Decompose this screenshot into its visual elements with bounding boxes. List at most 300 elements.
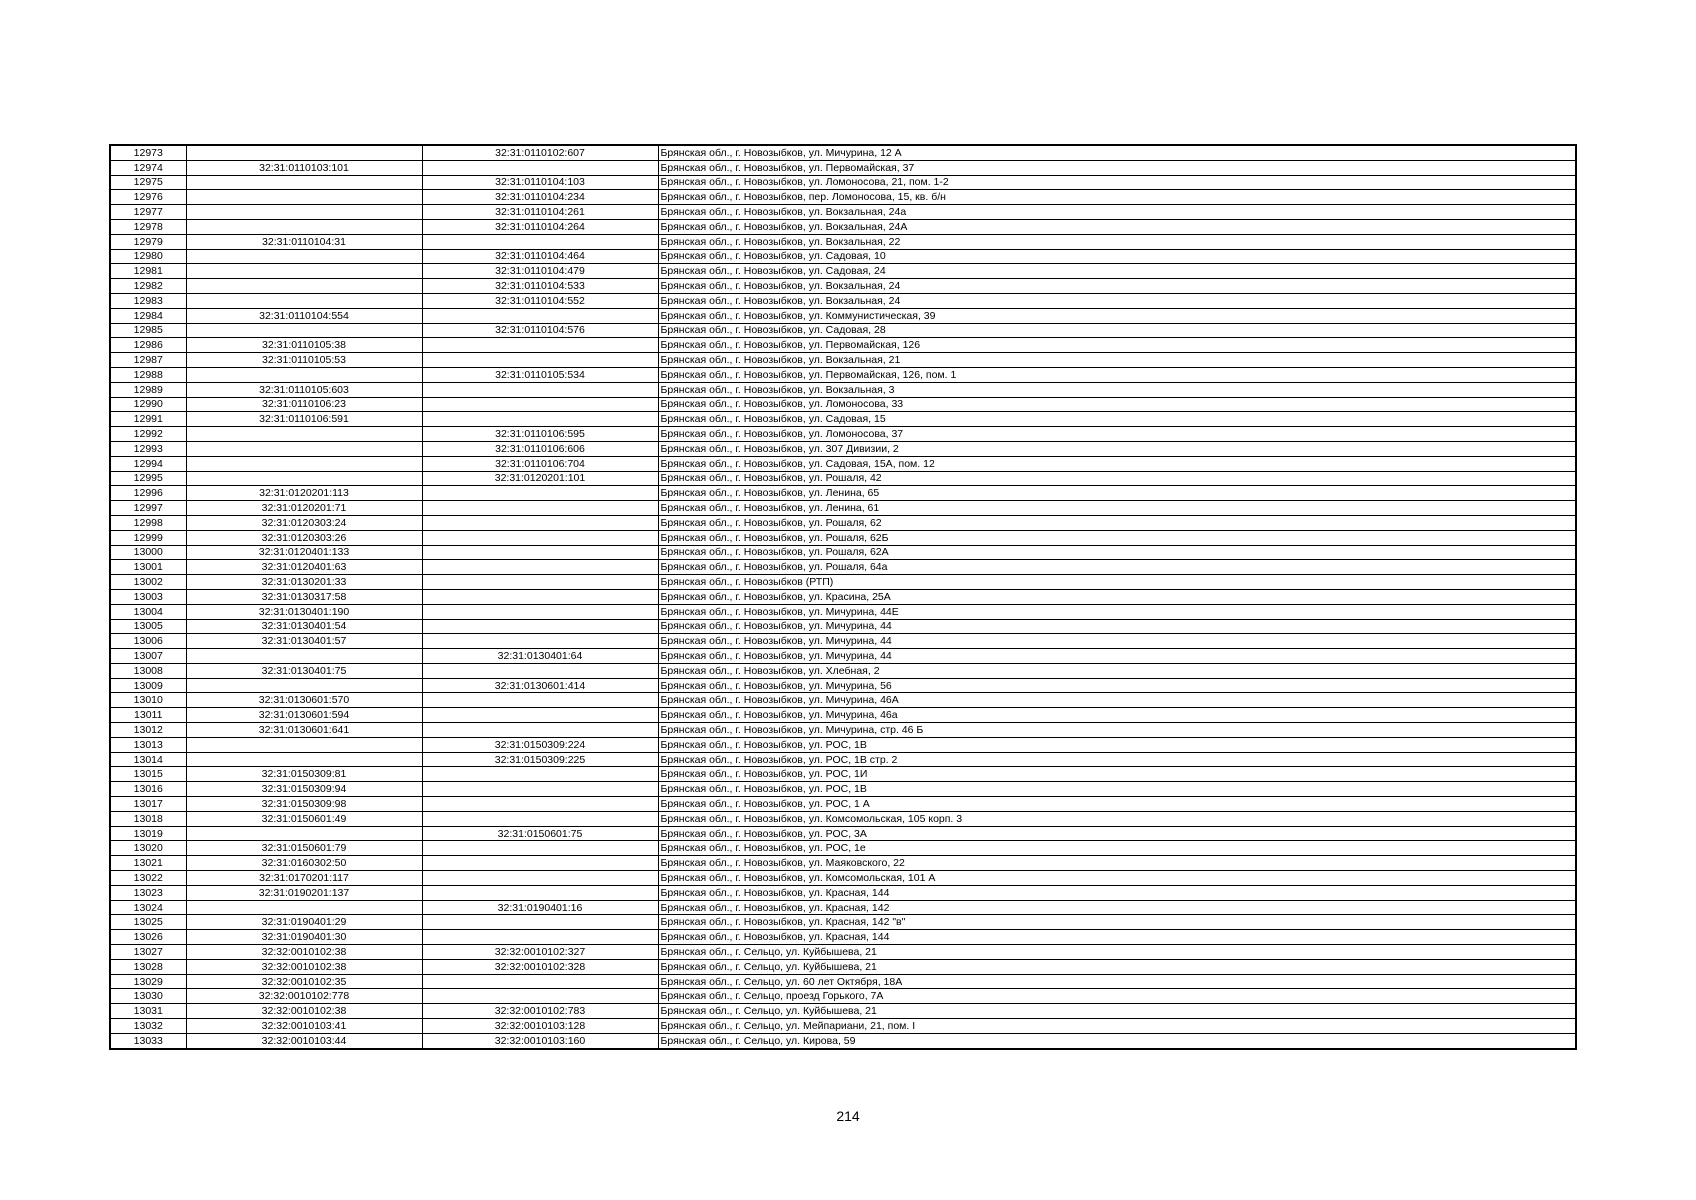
row-number-cell: 12987: [110, 353, 186, 368]
row-number-cell: 12998: [110, 515, 186, 530]
address-cell: Брянская обл., г. Новозыбков, ул. Вокзальная, 24: [658, 293, 1576, 308]
cadastral-number-cell: 32:31:0130401:57: [186, 634, 422, 649]
address-cell: Брянская обл., г. Новозыбков, ул. Первомайская, 126, пом. 1: [658, 367, 1576, 382]
table-row: [110, 871, 1576, 886]
row-number-cell: 12973: [110, 145, 186, 160]
row-number-cell: 13007: [110, 649, 186, 664]
row-number-cell: 13023: [110, 885, 186, 900]
cadastral-number-cell: [186, 190, 422, 205]
cadastral-number-cell: 32:31:0120303:26: [186, 530, 422, 545]
address-cell: Брянская обл., г. Новозыбков, ул. 307 Дивизии, 2: [658, 441, 1576, 456]
table-row: [110, 205, 1576, 220]
premises-cadastral-cell: 32:31:0130601:414: [422, 678, 658, 693]
table-row: [110, 249, 1576, 264]
cadastral-number-cell: 32:31:0120401:63: [186, 560, 422, 575]
cadastral-number-cell: 32:31:0150309:98: [186, 797, 422, 812]
table-row: [110, 752, 1576, 767]
address-cell: Брянская обл., г. Новозыбков, ул. Вокзальная, 21: [658, 353, 1576, 368]
cadastral-number-cell: 32:31:0150309:94: [186, 782, 422, 797]
cadastral-number-cell: 32:31:0150601:49: [186, 811, 422, 826]
premises-cadastral-cell: [422, 663, 658, 678]
cadastral-number-cell: 32:31:0110103:101: [186, 160, 422, 175]
address-cell: Брянская обл., г. Новозыбков, ул. РОС, 3А: [658, 826, 1576, 841]
premises-cadastral-cell: 32:31:0110104:261: [422, 205, 658, 220]
row-number-cell: 12975: [110, 175, 186, 190]
cadastral-number-cell: [186, 175, 422, 190]
cadastral-number-cell: 32:32:0010102:38: [186, 959, 422, 974]
table-row: [110, 782, 1576, 797]
address-cell: Брянская обл., г. Новозыбков, ул. Мичурина, 44Е: [658, 604, 1576, 619]
premises-cadastral-cell: 32:32:0010103:128: [422, 1019, 658, 1034]
row-number-cell: 13024: [110, 900, 186, 915]
address-cell: Брянская обл., г. Новозыбков, ул. Вокзальная, 22: [658, 234, 1576, 249]
page-number: 214: [836, 1108, 860, 1124]
address-cell: Брянская обл., г. Новозыбков, ул. Мичурина, 44: [658, 619, 1576, 634]
cadastral-number-cell: 32:31:0110104:554: [186, 308, 422, 323]
premises-cadastral-cell: [422, 767, 658, 782]
table-row: [110, 382, 1576, 397]
cadastral-number-cell: 32:31:0130401:190: [186, 604, 422, 619]
premises-cadastral-cell: [422, 693, 658, 708]
row-number-cell: 13027: [110, 945, 186, 960]
table-row: [110, 427, 1576, 442]
row-number-cell: 13022: [110, 871, 186, 886]
premises-cadastral-cell: [422, 160, 658, 175]
premises-cadastral-cell: [422, 515, 658, 530]
premises-cadastral-cell: 32:31:0110104:533: [422, 279, 658, 294]
address-cell: Брянская обл., г. Новозыбков, ул. Комсомольская, 105 корп. 3: [658, 811, 1576, 826]
row-number-cell: 12985: [110, 323, 186, 338]
cadastral-number-cell: [186, 279, 422, 294]
table-row: [110, 515, 1576, 530]
row-number-cell: 13005: [110, 619, 186, 634]
table-row: [110, 959, 1576, 974]
table-row: [110, 145, 1576, 160]
table-row: [110, 678, 1576, 693]
table-row: [110, 811, 1576, 826]
cadastral-number-cell: 32:32:0010103:44: [186, 1033, 422, 1048]
table-row: [110, 826, 1576, 841]
row-number-cell: 13002: [110, 575, 186, 590]
premises-cadastral-cell: 32:31:0190401:16: [422, 900, 658, 915]
address-cell: Брянская обл., г. Новозыбков, ул. Первомайская, 37: [658, 160, 1576, 175]
address-cell: Брянская обл., г. Новозыбков, ул. Мичурина, 44: [658, 634, 1576, 649]
row-number-cell: 13006: [110, 634, 186, 649]
premises-cadastral-cell: [422, 234, 658, 249]
table-row: [110, 234, 1576, 249]
table-row: [110, 723, 1576, 738]
address-cell: Брянская обл., г. Новозыбков, ул. Красная, 142 "в": [658, 915, 1576, 930]
row-number-cell: 12981: [110, 264, 186, 279]
address-cell: Брянская обл., г. Новозыбков, ул. Маяковского, 22: [658, 856, 1576, 871]
address-cell: Брянская обл., г. Новозыбков, ул. Ломоносова, 33: [658, 397, 1576, 412]
cadastral-number-cell: 32:32:0010103:41: [186, 1019, 422, 1034]
table-row: [110, 338, 1576, 353]
premises-cadastral-cell: [422, 871, 658, 886]
table-row: [110, 190, 1576, 205]
table-row: [110, 930, 1576, 945]
premises-cadastral-cell: [422, 634, 658, 649]
address-cell: Брянская обл., г. Новозыбков, ул. Ленина, 61: [658, 501, 1576, 516]
address-cell: Брянская обл., г. Новозыбков (РТП): [658, 575, 1576, 590]
property-register-table: [109, 144, 1577, 1050]
premises-cadastral-cell: 32:31:0110106:704: [422, 456, 658, 471]
row-number-cell: 12989: [110, 382, 186, 397]
table-row: [110, 856, 1576, 871]
address-cell: Брянская обл., г. Сельцо, ул. 60 лет Октября, 18А: [658, 974, 1576, 989]
table-row: [110, 501, 1576, 516]
premises-cadastral-cell: [422, 412, 658, 427]
cadastral-number-cell: [186, 649, 422, 664]
cadastral-number-cell: 32:31:0130401:75: [186, 663, 422, 678]
cadastral-number-cell: [186, 471, 422, 486]
cadastral-number-cell: 32:31:0120201:71: [186, 501, 422, 516]
premises-cadastral-cell: [422, 382, 658, 397]
cadastral-number-cell: [186, 737, 422, 752]
row-number-cell: 13003: [110, 589, 186, 604]
row-number-cell: 13004: [110, 604, 186, 619]
address-cell: Брянская обл., г. Новозыбков, ул. Мичурина, 46а: [658, 708, 1576, 723]
address-cell: Брянская обл., г. Новозыбков, ул. Садовая, 15: [658, 412, 1576, 427]
premises-cadastral-cell: 32:32:0010103:160: [422, 1033, 658, 1048]
address-cell: Брянская обл., г. Сельцо, ул. Кирова, 59: [658, 1033, 1576, 1048]
address-cell: Брянская обл., г. Новозыбков, ул. Красная, 144: [658, 930, 1576, 945]
table-row: [110, 841, 1576, 856]
premises-cadastral-cell: [422, 930, 658, 945]
premises-cadastral-cell: 32:31:0110104:264: [422, 219, 658, 234]
table-row: [110, 604, 1576, 619]
cadastral-number-cell: [186, 678, 422, 693]
cadastral-number-cell: 32:31:0110105:603: [186, 382, 422, 397]
cadastral-number-cell: [186, 456, 422, 471]
row-number-cell: 12982: [110, 279, 186, 294]
address-cell: Брянская обл., г. Новозыбков, ул. Рошаля, 62: [658, 515, 1576, 530]
cadastral-number-cell: 32:32:0010102:38: [186, 945, 422, 960]
premises-cadastral-cell: 32:31:0110104:103: [422, 175, 658, 190]
premises-cadastral-cell: 32:31:0110106:595: [422, 427, 658, 442]
row-number-cell: 13015: [110, 767, 186, 782]
address-cell: Брянская обл., г. Новозыбков, ул. Вокзальная, 24: [658, 279, 1576, 294]
row-number-cell: 12980: [110, 249, 186, 264]
row-number-cell: 13031: [110, 1004, 186, 1019]
premises-cadastral-cell: [422, 397, 658, 412]
table-row: [110, 1004, 1576, 1019]
row-number-cell: 12993: [110, 441, 186, 456]
row-number-cell: 12978: [110, 219, 186, 234]
premises-cadastral-cell: [422, 560, 658, 575]
premises-cadastral-cell: [422, 989, 658, 1004]
premises-cadastral-cell: [422, 589, 658, 604]
premises-cadastral-cell: 32:32:0010102:783: [422, 1004, 658, 1019]
address-cell: Брянская обл., г. Новозыбков, ул. Мичурина, 12 А: [658, 145, 1576, 160]
premises-cadastral-cell: [422, 353, 658, 368]
premises-cadastral-cell: [422, 811, 658, 826]
table-row: [110, 293, 1576, 308]
row-number-cell: 13018: [110, 811, 186, 826]
table-row: [110, 397, 1576, 412]
cadastral-number-cell: 32:31:0110106:591: [186, 412, 422, 427]
cadastral-number-cell: [186, 293, 422, 308]
premises-cadastral-cell: 32:31:0150309:225: [422, 752, 658, 767]
address-cell: Брянская обл., г. Новозыбков, ул. Комсомольская, 101 А: [658, 871, 1576, 886]
premises-cadastral-cell: [422, 619, 658, 634]
address-cell: Брянская обл., г. Новозыбков, ул. Хлебная, 2: [658, 663, 1576, 678]
address-cell: Брянская обл., г. Новозыбков, ул. РОС, 1В: [658, 782, 1576, 797]
table-row: [110, 160, 1576, 175]
premises-cadastral-cell: [422, 841, 658, 856]
address-cell: Брянская обл., г. Новозыбков, ул. Красина, 25А: [658, 589, 1576, 604]
row-number-cell: 13017: [110, 797, 186, 812]
cadastral-number-cell: [186, 752, 422, 767]
premises-cadastral-cell: 32:31:0130401:64: [422, 649, 658, 664]
address-cell: Брянская обл., г. Новозыбков, ул. Красная, 142: [658, 900, 1576, 915]
cadastral-number-cell: 32:32:0010102:38: [186, 1004, 422, 1019]
premises-cadastral-cell: [422, 486, 658, 501]
row-number-cell: 12997: [110, 501, 186, 516]
address-cell: Брянская обл., г. Новозыбков, ул. Садовая, 28: [658, 323, 1576, 338]
cadastral-number-cell: 32:31:0160302:50: [186, 856, 422, 871]
premises-cadastral-cell: 32:31:0120201:101: [422, 471, 658, 486]
premises-cadastral-cell: [422, 797, 658, 812]
address-cell: Брянская обл., г. Новозыбков, ул. Коммунистическая, 39: [658, 308, 1576, 323]
table-row: [110, 989, 1576, 1004]
cadastral-number-cell: 32:31:0120303:24: [186, 515, 422, 530]
row-number-cell: 13025: [110, 915, 186, 930]
premises-cadastral-cell: 32:31:0110106:606: [422, 441, 658, 456]
premises-cadastral-cell: 32:31:0110104:576: [422, 323, 658, 338]
row-number-cell: 12988: [110, 367, 186, 382]
register-table-body: [110, 145, 1576, 1049]
table-row: [110, 1019, 1576, 1034]
address-cell: Брянская обл., г. Сельцо, ул. Куйбышева, 21: [658, 959, 1576, 974]
premises-cadastral-cell: [422, 545, 658, 560]
address-cell: Брянская обл., г. Новозыбков, ул. РОС, 1В стр. 2: [658, 752, 1576, 767]
row-number-cell: 13000: [110, 545, 186, 560]
row-number-cell: 12979: [110, 234, 186, 249]
cadastral-number-cell: 32:31:0130601:641: [186, 723, 422, 738]
table-row: [110, 175, 1576, 190]
cadastral-number-cell: [186, 219, 422, 234]
address-cell: Брянская обл., г. Новозыбков, ул. Вокзальная, 24а: [658, 205, 1576, 220]
cadastral-number-cell: [186, 826, 422, 841]
address-cell: Брянская обл., г. Новозыбков, ул. Вокзальная, 24А: [658, 219, 1576, 234]
address-cell: Брянская обл., г. Новозыбков, ул. Первомайская, 126: [658, 338, 1576, 353]
cadastral-number-cell: 32:31:0150601:79: [186, 841, 422, 856]
row-number-cell: 12995: [110, 471, 186, 486]
premises-cadastral-cell: [422, 974, 658, 989]
table-row: [110, 767, 1576, 782]
cadastral-number-cell: 32:31:0190401:29: [186, 915, 422, 930]
premises-cadastral-cell: 32:31:0110102:607: [422, 145, 658, 160]
row-number-cell: 13026: [110, 930, 186, 945]
row-number-cell: 13028: [110, 959, 186, 974]
address-cell: Брянская обл., г. Новозыбков, ул. Ломоносова, 21, пом. 1-2: [658, 175, 1576, 190]
address-cell: Брянская обл., г. Новозыбков, ул. Садовая, 10: [658, 249, 1576, 264]
cadastral-number-cell: 32:31:0190401:30: [186, 930, 422, 945]
table-row: [110, 530, 1576, 545]
row-number-cell: 13016: [110, 782, 186, 797]
row-number-cell: 13001: [110, 560, 186, 575]
row-number-cell: 12974: [110, 160, 186, 175]
row-number-cell: 13032: [110, 1019, 186, 1034]
premises-cadastral-cell: [422, 782, 658, 797]
row-number-cell: 13033: [110, 1033, 186, 1048]
row-number-cell: 12990: [110, 397, 186, 412]
address-cell: Брянская обл., г. Новозыбков, ул. Садовая, 15А, пом. 12: [658, 456, 1576, 471]
row-number-cell: 12992: [110, 427, 186, 442]
premises-cadastral-cell: 32:32:0010102:327: [422, 945, 658, 960]
table-row: [110, 353, 1576, 368]
address-cell: Брянская обл., г. Новозыбков, ул. Мичурина, 44: [658, 649, 1576, 664]
premises-cadastral-cell: 32:31:0110104:464: [422, 249, 658, 264]
table-row: [110, 560, 1576, 575]
row-number-cell: 12976: [110, 190, 186, 205]
table-row: [110, 456, 1576, 471]
cadastral-number-cell: [186, 264, 422, 279]
row-number-cell: 12994: [110, 456, 186, 471]
row-number-cell: 13019: [110, 826, 186, 841]
table-row: [110, 693, 1576, 708]
table-row: [110, 589, 1576, 604]
cadastral-number-cell: [186, 441, 422, 456]
cadastral-number-cell: 32:31:0110105:38: [186, 338, 422, 353]
row-number-cell: 12977: [110, 205, 186, 220]
address-cell: Брянская обл., г. Новозыбков, ул. Мичурина, 46А: [658, 693, 1576, 708]
address-cell: Брянская обл., г. Новозыбков, ул. Рошаля, 62А: [658, 545, 1576, 560]
table-row: [110, 219, 1576, 234]
premises-cadastral-cell: 32:31:0110104:552: [422, 293, 658, 308]
cadastral-number-cell: [186, 145, 422, 160]
premises-cadastral-cell: [422, 723, 658, 738]
address-cell: Брянская обл., г. Новозыбков, ул. Рошаля, 42: [658, 471, 1576, 486]
table-row: [110, 279, 1576, 294]
address-cell: Брянская обл., г. Новозыбков, ул. РОС, 1 А: [658, 797, 1576, 812]
row-number-cell: 13008: [110, 663, 186, 678]
address-cell: Брянская обл., г. Новозыбков, ул. Мичурина, стр. 46 Б: [658, 723, 1576, 738]
table-row: [110, 545, 1576, 560]
cadastral-number-cell: 32:32:0010102:778: [186, 989, 422, 1004]
premises-cadastral-cell: [422, 604, 658, 619]
premises-cadastral-cell: [422, 915, 658, 930]
cadastral-number-cell: 32:31:0130317:58: [186, 589, 422, 604]
row-number-cell: 13030: [110, 989, 186, 1004]
premises-cadastral-cell: [422, 856, 658, 871]
table-row: [110, 367, 1576, 382]
cadastral-number-cell: [186, 205, 422, 220]
row-number-cell: 13013: [110, 737, 186, 752]
address-cell: Брянская обл., г. Новозыбков, ул. Рошаля, 64а: [658, 560, 1576, 575]
premises-cadastral-cell: [422, 708, 658, 723]
premises-cadastral-cell: 32:31:0150601:75: [422, 826, 658, 841]
row-number-cell: 13011: [110, 708, 186, 723]
address-cell: Брянская обл., г. Сельцо, ул. Куйбышева, 21: [658, 1004, 1576, 1019]
table-row: [110, 264, 1576, 279]
row-number-cell: 13009: [110, 678, 186, 693]
table-row: [110, 308, 1576, 323]
table-row: [110, 915, 1576, 930]
table-row: [110, 634, 1576, 649]
address-cell: Брянская обл., г. Новозыбков, ул. Ленина, 65: [658, 486, 1576, 501]
table-row: [110, 575, 1576, 590]
premises-cadastral-cell: 32:31:0110104:479: [422, 264, 658, 279]
premises-cadastral-cell: 32:31:0110105:534: [422, 367, 658, 382]
address-cell: Брянская обл., г. Новозыбков, ул. Вокзальная, 3: [658, 382, 1576, 397]
cadastral-number-cell: [186, 900, 422, 915]
row-number-cell: 13010: [110, 693, 186, 708]
address-cell: Брянская обл., г. Новозыбков, ул. Красная, 144: [658, 885, 1576, 900]
table-row: [110, 323, 1576, 338]
cadastral-number-cell: [186, 427, 422, 442]
table-row: [110, 486, 1576, 501]
cadastral-number-cell: [186, 367, 422, 382]
cadastral-number-cell: [186, 249, 422, 264]
premises-cadastral-cell: [422, 338, 658, 353]
cadastral-number-cell: 32:31:0110105:53: [186, 353, 422, 368]
table-row: [110, 441, 1576, 456]
cadastral-number-cell: [186, 323, 422, 338]
premises-cadastral-cell: [422, 885, 658, 900]
address-cell: Брянская обл., г. Новозыбков, ул. РОС, 1е: [658, 841, 1576, 856]
cadastral-number-cell: 32:31:0130201:33: [186, 575, 422, 590]
address-cell: Брянская обл., г. Новозыбков, ул. РОС, 1В: [658, 737, 1576, 752]
table-row: [110, 885, 1576, 900]
premises-cadastral-cell: 32:31:0110104:234: [422, 190, 658, 205]
table-row: [110, 974, 1576, 989]
cadastral-number-cell: 32:31:0170201:117: [186, 871, 422, 886]
row-number-cell: 13012: [110, 723, 186, 738]
cadastral-number-cell: 32:31:0130401:54: [186, 619, 422, 634]
address-cell: Брянская обл., г. Новозыбков, ул. Мичурина, 56: [658, 678, 1576, 693]
table-row: [110, 900, 1576, 915]
cadastral-number-cell: 32:31:0120201:113: [186, 486, 422, 501]
address-cell: Брянская обл., г. Новозыбков, ул. Ломоносова, 37: [658, 427, 1576, 442]
address-cell: Брянская обл., г. Сельцо, ул. Мейпариани, 21, пом. I: [658, 1019, 1576, 1034]
table-row: [110, 663, 1576, 678]
table-row: [110, 737, 1576, 752]
cadastral-number-cell: 32:32:0010102:35: [186, 974, 422, 989]
address-cell: Брянская обл., г. Новозыбков, ул. Садовая, 24: [658, 264, 1576, 279]
table-row: [110, 619, 1576, 634]
address-cell: Брянская обл., г. Сельцо, ул. Куйбышева, 21: [658, 945, 1576, 960]
row-number-cell: 12983: [110, 293, 186, 308]
premises-cadastral-cell: [422, 575, 658, 590]
table-row: [110, 412, 1576, 427]
table-row: [110, 649, 1576, 664]
cadastral-number-cell: 32:31:0110104:31: [186, 234, 422, 249]
premises-cadastral-cell: [422, 308, 658, 323]
address-cell: Брянская обл., г. Новозыбков, ул. Рошаля, 62Б: [658, 530, 1576, 545]
address-cell: Брянская обл., г. Сельцо, проезд Горького, 7А: [658, 989, 1576, 1004]
cadastral-number-cell: 32:31:0190201:137: [186, 885, 422, 900]
row-number-cell: 12999: [110, 530, 186, 545]
row-number-cell: 13029: [110, 974, 186, 989]
row-number-cell: 13021: [110, 856, 186, 871]
table-row: [110, 797, 1576, 812]
address-cell: Брянская обл., г. Новозыбков, пер. Ломоносова, 15, кв. б/н: [658, 190, 1576, 205]
table-row: [110, 1033, 1576, 1048]
address-cell: Брянская обл., г. Новозыбков, ул. РОС, 1И: [658, 767, 1576, 782]
row-number-cell: 12996: [110, 486, 186, 501]
cadastral-number-cell: 32:31:0130601:570: [186, 693, 422, 708]
row-number-cell: 13020: [110, 841, 186, 856]
premises-cadastral-cell: [422, 501, 658, 516]
table-row: [110, 945, 1576, 960]
premises-cadastral-cell: 32:31:0150309:224: [422, 737, 658, 752]
row-number-cell: 12986: [110, 338, 186, 353]
table-row: [110, 708, 1576, 723]
premises-cadastral-cell: 32:32:0010102:328: [422, 959, 658, 974]
row-number-cell: 13014: [110, 752, 186, 767]
